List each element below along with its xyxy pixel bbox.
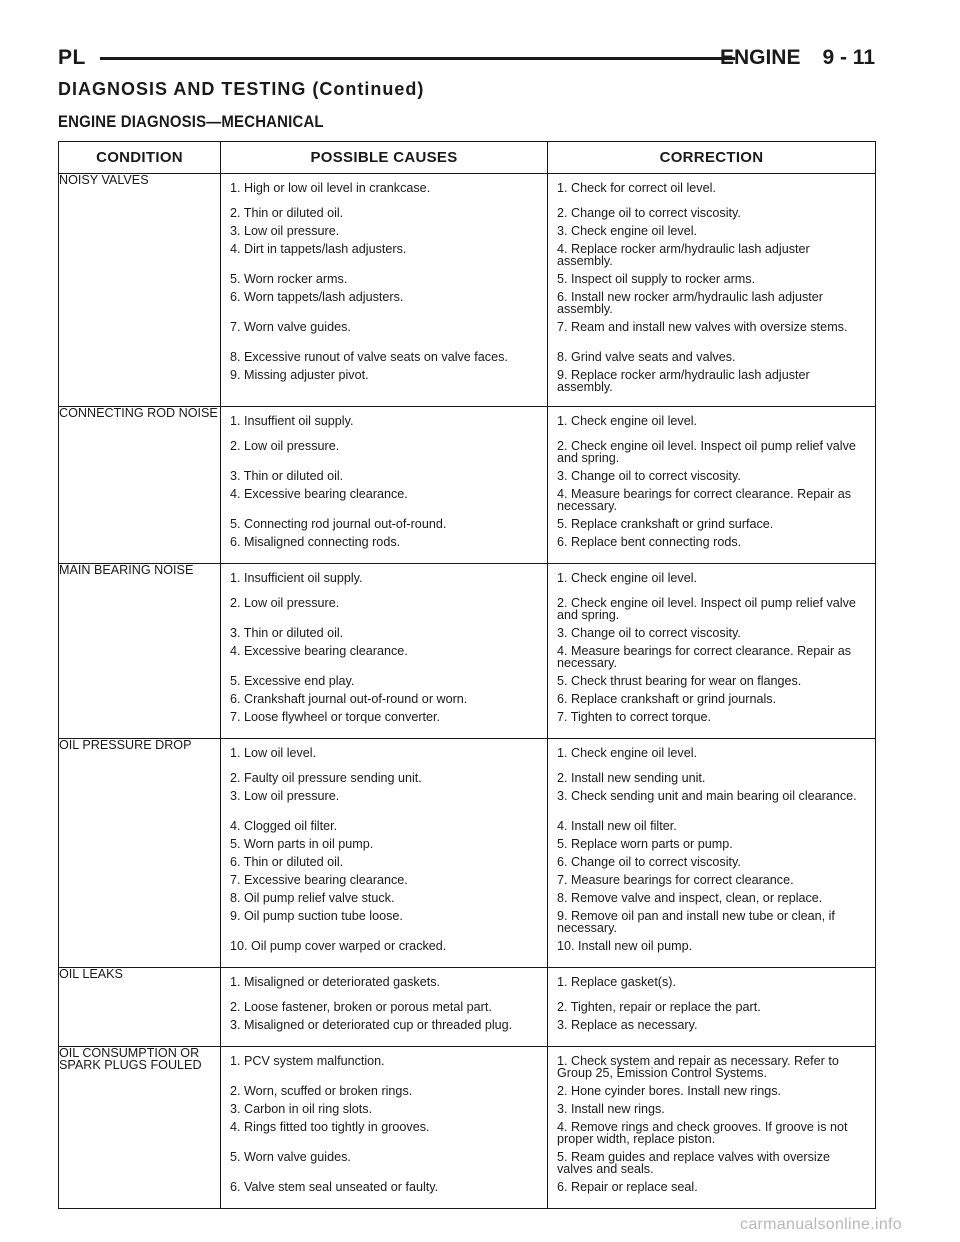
corrections-cell [548,564,876,739]
column-header: POSSIBLE CAUSES [221,142,548,174]
corrections-cell [548,174,876,407]
correction-text: 10. Install new oil pump. [557,939,693,953]
causes-cell [221,174,548,407]
correction-text: 4. Install new oil filter. [557,819,677,833]
table-header-row [59,142,876,174]
correction-text: 1. Check system and repair as necessary. Refer to Group 25, Emission Control Systems. [557,1054,839,1080]
cause-text: 6. Valve stem seal unseated or faulty. [230,1180,439,1194]
cause-text: 1. PCV system malfunction. [230,1054,385,1068]
correction-text: 2. Change oil to correct viscosity. [557,206,741,220]
cause-text: 2. Loose fastener, broken or porous metal part. [230,1000,492,1014]
cause-text: 2. Low oil pressure. [230,439,340,453]
correction-text: 7. Tighten to correct torque. [557,710,712,724]
correction-text: 3. Check engine oil level. [557,224,698,238]
correction-text: 2. Check engine oil level. Inspect oil pump relief valve and spring. [557,596,856,622]
cause-text: 2. Low oil pressure. [230,596,340,610]
cause-text: 7. Loose flywheel or torque converter. [230,710,441,724]
condition-cell: NOISY VALVES [59,174,221,407]
correction-text: 4. Remove rings and check grooves. If groove is not proper width, replace piston. [557,1120,848,1146]
corrections-cell [548,739,876,968]
cause-text: 1. High or low oil level in crankcase. [230,181,431,195]
cause-text: 10. Oil pump cover warped or cracked. [230,939,447,953]
section-heading: DIAGNOSIS AND TESTING (Continued) [58,79,425,99]
cause-text: 8. Excessive runout of valve seats on valve faces. [230,350,508,364]
condition-cell: OIL CONSUMPTION OR SPARK PLUGS FOULED [59,1047,221,1209]
cause-text: 9. Oil pump suction tube loose. [230,909,403,923]
section-title: ENGINE [719,46,801,69]
table-row [59,1047,876,1209]
causes-cell [221,407,548,564]
section-page [720,46,875,70]
cause-text: 3. Misaligned or deteriorated cup or threaded plug. [230,1018,513,1032]
corrections-cell [548,407,876,564]
vehicle-code: PL [58,46,86,69]
cause-text: 1. Low oil level. [230,746,317,760]
condition-cell: MAIN BEARING NOISE [59,564,221,739]
column-header: CONDITION [59,142,221,174]
correction-text: 6. Replace crankshaft or grind journals. [557,692,777,706]
cause-text: 5. Excessive end play. [230,674,355,688]
cause-text: 5. Worn parts in oil pump. [230,837,374,851]
corrections-cell [548,968,876,1047]
table-row [59,968,876,1047]
cause-text: 4. Excessive bearing clearance. [230,644,408,658]
cause-text: 1. Insuffient oil supply. [230,414,354,428]
cause-text: 6. Crankshaft journal out-of-round or worn. [230,692,468,706]
cause-text: 2. Worn, scuffed or broken rings. [230,1084,413,1098]
correction-text: 3. Check sending unit and main bearing oil clearance. [557,789,857,803]
cause-text: 1. Misaligned or deteriorated gaskets. [230,975,441,989]
correction-text: 8. Grind valve seats and valves. [557,350,736,364]
cause-text: 3. Low oil pressure. [230,224,340,238]
cause-text: 3. Carbon in oil ring slots. [230,1102,373,1116]
cause-text: 6. Misaligned connecting rods. [230,535,401,549]
correction-text: 6. Install new rocker arm/hydraulic lash adjuster assembly. [557,290,823,316]
causes-cell [221,1047,548,1209]
correction-text: 3. Install new rings. [557,1102,665,1116]
correction-text: 2. Check engine oil level. Inspect oil pump relief valve and spring. [557,439,856,465]
correction-text: 2. Tighten, repair or replace the part. [557,1000,761,1014]
condition-cell: OIL PRESSURE DROP [59,739,221,968]
cause-text: 3. Low oil pressure. [230,789,340,803]
correction-text: 7. Measure bearings for correct clearance. [557,873,794,887]
table-row [59,739,876,968]
causes-cell [221,968,548,1047]
cause-text: 4. Clogged oil filter. [230,819,338,833]
cause-text: 9. Missing adjuster pivot. [230,368,369,382]
correction-text: 5. Replace crankshaft or grind surface. [557,517,774,531]
correction-text: 6. Change oil to correct viscosity. [557,855,741,869]
page-number: 9 - 11 [822,46,875,69]
correction-text: 1. Replace gasket(s). [557,975,676,989]
correction-text: 3. Change oil to correct viscosity. [557,626,741,640]
column-header: CORRECTION [548,142,876,174]
cause-text: 5. Worn rocker arms. [230,272,348,286]
cause-text: 6. Thin or diluted oil. [230,855,344,869]
correction-text: 3. Change oil to correct viscosity. [557,469,741,483]
cause-text: 4. Dirt in tappets/lash adjusters. [230,242,407,256]
correction-text: 7. Ream and install new valves with oversize stems. [557,320,848,334]
causes-cell [221,564,548,739]
correction-text: 1. Check for correct oil level. [557,181,716,195]
correction-text: 5. Replace worn parts or pump. [557,837,733,851]
correction-text: 9. Remove oil pan and install new tube or clean, if necessary. [557,909,835,935]
correction-text: 1. Check engine oil level. [557,746,698,760]
correction-text: 5. Inspect oil supply to rocker arms. [557,272,756,286]
cause-text: 8. Oil pump relief valve stuck. [230,891,395,905]
cause-text: 7. Worn valve guides. [230,320,351,334]
causes-cell [221,739,548,968]
cause-text: 1. Insufficient oil supply. [230,571,363,585]
table-row [59,174,876,407]
condition-cell: OIL LEAKS [59,968,221,1047]
cause-text: 5. Worn valve guides. [230,1150,351,1164]
cause-text: 4. Excessive bearing clearance. [230,487,408,501]
correction-text: 4. Replace rocker arm/hydraulic lash adjuster assembly. [557,242,810,268]
correction-text: 5. Ream guides and replace valves with oversize valves and seals. [557,1150,831,1176]
cause-text: 4. Rings fitted too tightly in grooves. [230,1120,430,1134]
cause-text: 2. Faulty oil pressure sending unit. [230,771,422,785]
diagnosis-table [58,141,876,1209]
correction-text: 6. Repair or replace seal. [557,1180,698,1194]
cause-text: 7. Excessive bearing clearance. [230,873,408,887]
cause-text: 3. Thin or diluted oil. [230,626,344,640]
corrections-cell [548,1047,876,1209]
correction-text: 5. Check thrust bearing for wear on flanges. [557,674,802,688]
correction-text: 2. Hone cyinder bores. Install new rings. [557,1084,782,1098]
correction-text: 9. Replace rocker arm/hydraulic lash adjuster assembly. [557,368,810,394]
cause-text: 3. Thin or diluted oil. [230,469,344,483]
correction-text: 4. Measure bearings for correct clearance. Repair as necessary. [557,487,851,513]
table-row [59,564,876,739]
correction-text: 6. Replace bent connecting rods. [557,535,742,549]
table-row [59,407,876,564]
header-rule [100,57,735,60]
cause-text: 5. Connecting rod journal out-of-round. [230,517,447,531]
cause-text: 6. Worn tappets/lash adjusters. [230,290,404,304]
watermark: carmanualsonline.info [740,1216,902,1233]
correction-text: 2. Install new sending unit. [557,771,706,785]
correction-text: 3. Replace as necessary. [557,1018,698,1032]
table-title: ENGINE DIAGNOSIS—MECHANICAL [58,112,324,131]
condition-cell: CONNECTING ROD NOISE [59,407,221,564]
cause-text: 2. Thin or diluted oil. [230,206,344,220]
page-header [58,40,875,70]
correction-text: 1. Check engine oil level. [557,571,698,585]
correction-text: 1. Check engine oil level. [557,414,698,428]
correction-text: 4. Measure bearings for correct clearance. Repair as necessary. [557,644,851,670]
correction-text: 8. Remove valve and inspect, clean, or replace. [557,891,823,905]
